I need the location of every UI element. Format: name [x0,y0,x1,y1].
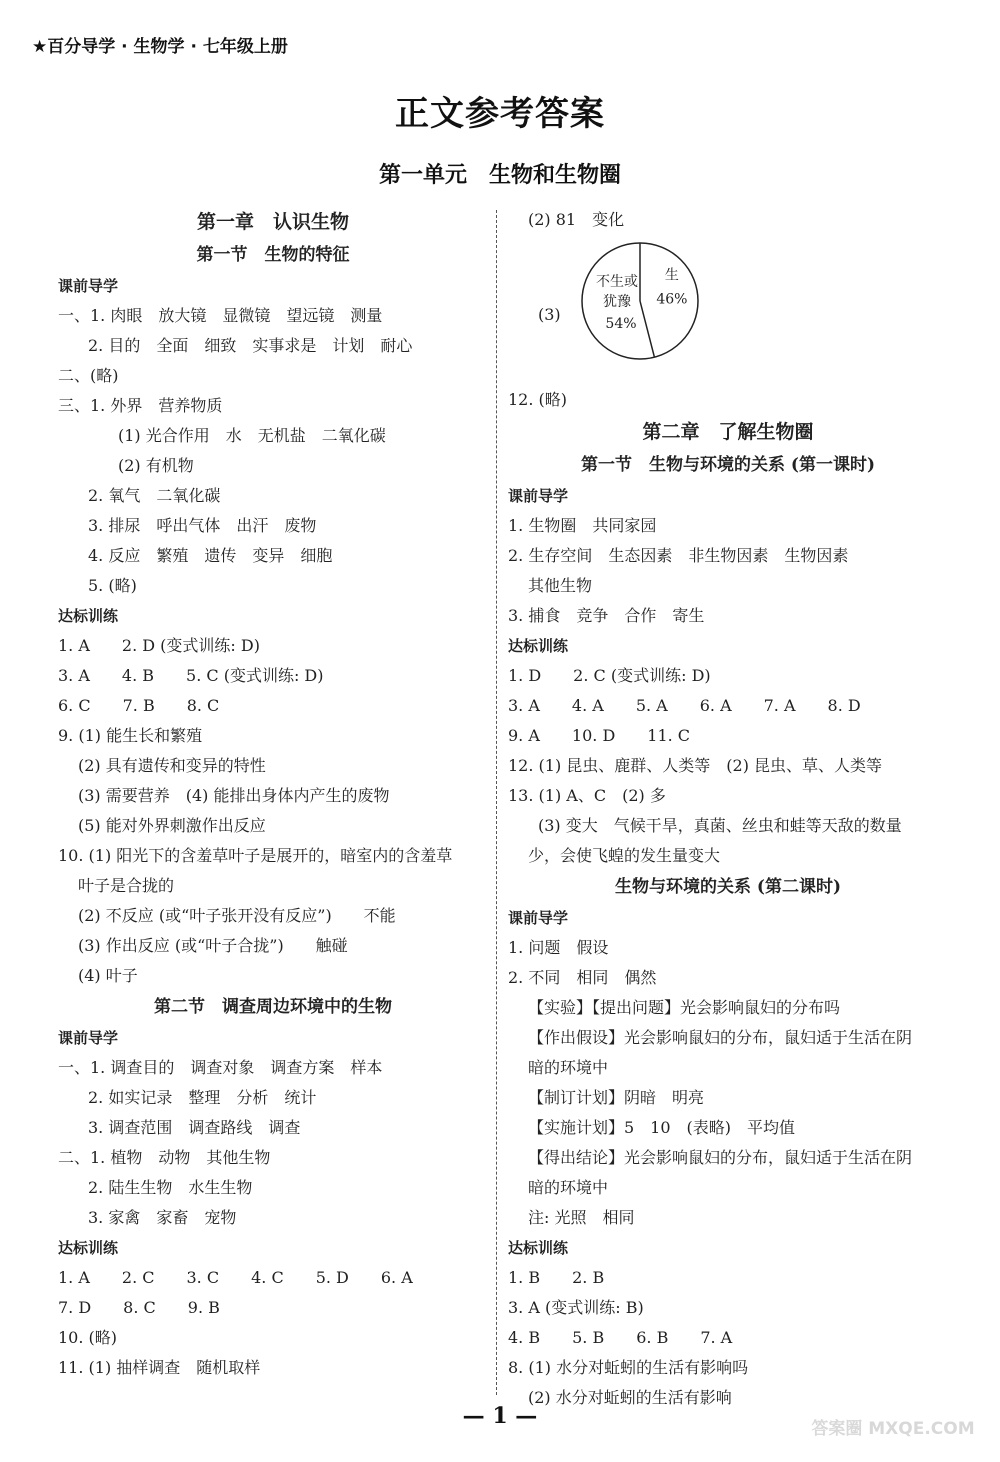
section-label: 达标训练 [58,607,119,625]
answer-line: 13. (1) A、C (2) 多 [508,786,666,805]
section-label: 达标训练 [508,1239,569,1257]
answer-line: 叶子是合拢的 [78,876,175,895]
left-column [58,205,488,1383]
answer-line: 1. 生物圈 共同家园 [508,516,657,535]
answer-line: 【制订计划】阴暗 明亮 [528,1088,705,1107]
pie-slice-label: 生 [664,267,679,284]
pie-slice-label: 犹豫 [602,293,631,310]
answer-line: 其他生物 [528,576,593,595]
answer-line: 9. A 10. D 11. C [508,726,691,745]
watermark-logo [808,1400,978,1450]
answer-line: 1. A 2. C 3. C 4. C 5. D 6. A [58,1268,413,1287]
answer-line: 2. 目的 全面 细致 实事求是 计划 耐心 [88,336,413,355]
pie-slice-value: 46% [656,291,688,308]
answer-line: 【实施计划】5 10 (表略) 平均值 [528,1118,796,1137]
answer-line: (2) 水分对蚯蚓的生活有影响 [528,1388,732,1407]
pie-chart-row [508,235,948,385]
answer-line: (2) 不反应 (或“叶子张开没有反应”) 不能 [78,906,396,925]
section-label: 课前导学 [508,909,569,927]
answer-line: 3. A 4. B 5. C (变式训练: D) [58,666,324,685]
pie-question-label: (3) [538,305,561,324]
answer-line: (3) 变大 气候干旱，真菌、丝虫和蛙等天敌的数量 [538,816,902,835]
answer-line: 2. 如实记录 整理 分析 统计 [88,1088,317,1107]
answer-line: 三、1. 外界 营养物质 [58,396,223,415]
chapter-title: 第一章 认识生物 [196,211,349,233]
chapter-title: 第二章 了解生物圈 [642,421,814,443]
answer-line: 7. D 8. C 9. B [58,1298,220,1317]
answer-line: 3. 家禽 家畜 宠物 [88,1208,237,1227]
answer-line: 2. 生存空间 生态因素 非生物因素 生物因素 [508,546,849,565]
unit-title: 第一单元 生物和生物圈 [378,162,621,188]
answer-line: 9. (1) 能生长和繁殖 [58,726,203,745]
section-label: 达标训练 [58,1239,119,1257]
page-number: — 1 — [462,1403,538,1429]
answer-line: 3. 排尿 呼出气体 出汗 废物 [88,516,317,535]
section-title: 第一节 生物的特征 [196,245,350,265]
answer-line: (3) 需要营养 (4) 能排出身体内产生的废物 [78,786,390,805]
answer-line: 3. A (变式训练: B) [508,1298,644,1317]
answer-line: 【作出假设】光会影响鼠妇的分布，鼠妇适于生活在阴 [528,1028,913,1047]
answer-line: 2. 不同 相同 偶然 [508,968,657,987]
answer-line: 6. C 7. B 8. C [58,696,220,715]
answer-line: 暗的环境中 [528,1178,609,1197]
answer-line: (4) 叶子 [78,966,138,985]
column-divider [496,210,497,1395]
answer-line: 注: 光照 相同 [528,1208,635,1227]
answer-line: 10. (略) [58,1328,118,1347]
answer-line: 5. (略) [88,576,137,595]
section-title: 第二节 调查周边环境中的生物 [154,997,392,1017]
answer-line: (2) 有机物 [118,456,194,475]
answer-line: 一、1. 调查目的 调查对象 调查方案 样本 [58,1058,383,1077]
answer-line: 10. (1) 阳光下的含羞草叶子是展开的，暗室内的含羞草 [58,846,453,865]
answer-line: 1. B 2. B [508,1268,605,1287]
answer-line: 二、1. 植物 动物 其他生物 [58,1148,271,1167]
answer-line: (2) 81 变化 [528,210,625,229]
section-title: 生物与环境的关系 (第二课时) [614,877,841,897]
answer-line: 1. D 2. C (变式训练: D) [508,666,711,685]
answer-line: (3) 作出反应 (或“叶子合拢”) 触碰 [78,936,348,955]
answer-line: 二、(略) [58,366,119,385]
answer-line: 11. (1) 抽样调查 随机取样 [58,1358,261,1377]
answer-line: 3. 调查范围 调查路线 调查 [88,1118,301,1137]
answer-line: 一、1. 肉眼 放大镜 显微镜 望远镜 测量 [58,306,383,325]
section-title: 第一节 生物与环境的关系 (第一课时) [580,455,875,475]
answer-line: 【实验】【提出问题】光会影响鼠妇的分布吗 [528,998,841,1017]
pie-slice-value: 54% [605,315,637,332]
answer-line: 12. (1) 昆虫、鹿群、人类等 (2) 昆虫、草、人类等 [508,756,883,775]
pie-chart [578,239,702,363]
answer-line: 12. (略) [508,390,568,409]
book-header: ★百分导学 · 生物学 · 七年级上册 [32,37,288,57]
answer-line: 1. A 2. D (变式训练: D) [58,636,260,655]
answer-line: 4. 反应 繁殖 遗传 变异 细胞 [88,546,333,565]
answer-line: 1. 问题 假设 [508,938,609,957]
section-label: 课前导学 [58,277,119,295]
section-label: 课前导学 [58,1029,119,1047]
right-column [508,205,948,1413]
answer-line: 4. B 5. B 6. B 7. A [508,1328,733,1347]
answer-line: 【得出结论】光会影响鼠妇的分布，鼠妇适于生活在阴 [528,1148,913,1167]
section-label: 课前导学 [508,487,569,505]
answer-line: 3. A 4. A 5. A 6. A 7. A 8. D [508,696,861,715]
answer-line: (5) 能对外界刺激作出反应 [78,816,266,835]
answer-line: 暗的环境中 [528,1058,609,1077]
pie-slice-edge [640,301,654,357]
answer-line: 8. (1) 水分对蚯蚓的生活有影响吗 [508,1358,749,1377]
page-title: 正文参考答案 [395,94,605,134]
answer-line: 2. 陆生生物 水生生物 [88,1178,253,1197]
section-label: 达标训练 [508,637,569,655]
answer-line: 少，会使飞蝗的发生量变大 [528,846,721,865]
answer-line: (2) 具有遗传和变异的特性 [78,756,266,775]
watermark-text: 答案圈 MXQE.COM [811,1419,975,1439]
answer-line: (1) 光合作用 水 无机盐 二氧化碳 [118,426,386,445]
answer-line: 3. 捕食 竞争 合作 寄生 [508,606,705,625]
answer-line: 2. 氧气 二氧化碳 [88,486,221,505]
pie-slice-label: 不生或 [595,273,638,290]
